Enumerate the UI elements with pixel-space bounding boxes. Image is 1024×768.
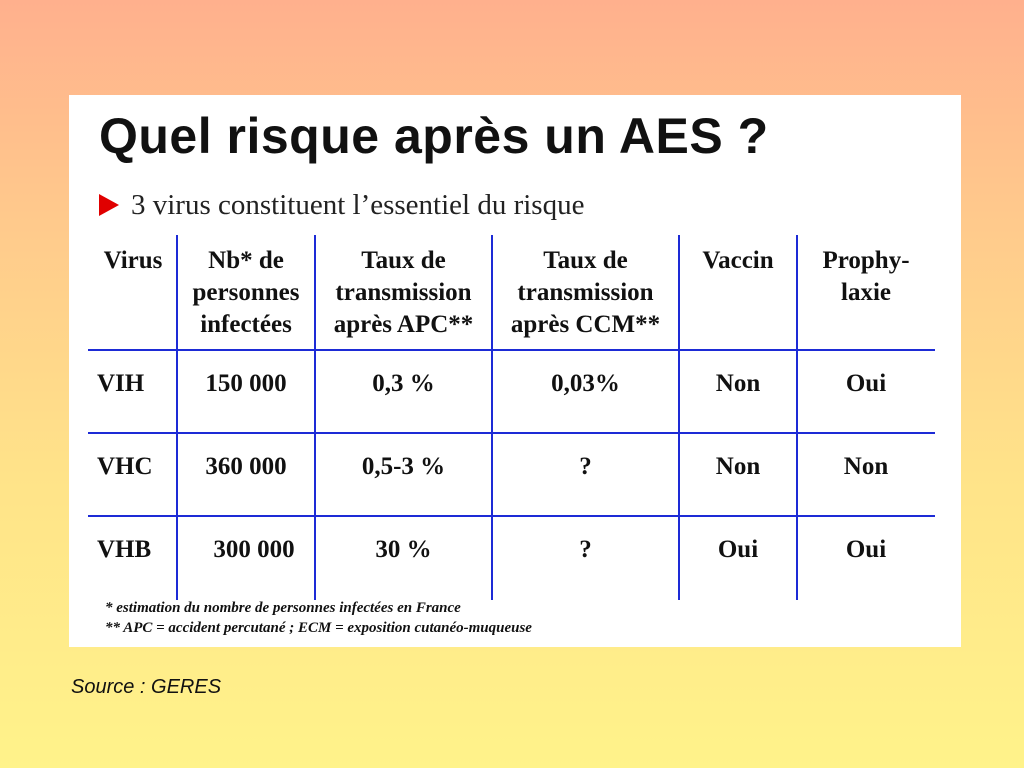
table-cell-apc: 30 % <box>375 536 432 563</box>
header-line: personnes <box>192 279 300 306</box>
table-cell-virus: VHB <box>97 536 152 563</box>
source-caption: Source : GERES <box>71 676 222 698</box>
header-line: après CCM** <box>510 311 661 338</box>
header-line: Nb* de <box>208 247 284 274</box>
table-cell-apc: 0,3 % <box>372 370 435 397</box>
table-cell-ccm: 0,03% <box>551 370 620 397</box>
table-cell-vaccine: Non <box>715 453 761 480</box>
subtitle-text: 3 virus constituent l’essentiel du risque <box>131 189 585 221</box>
slide-subtitle <box>99 189 584 222</box>
header-line: infectées <box>200 311 292 338</box>
header-prophylaxis <box>798 245 934 309</box>
header-line: Virus <box>103 247 163 274</box>
table-cell-prophylaxis: Oui <box>845 370 887 397</box>
header-virus <box>91 245 175 277</box>
header-line: après APC** <box>333 311 474 338</box>
table-cell-count: 360 000 <box>205 453 287 480</box>
row-divider <box>88 432 935 434</box>
header-line: transmission <box>517 279 654 306</box>
row-divider <box>88 515 935 517</box>
header-ccm-rate <box>493 245 678 341</box>
footnote-abbreviations: ** APC = accident percutané ; ECM = exposition cutanéo-muqueuse <box>105 620 532 636</box>
table-cell-vaccine: Oui <box>717 536 759 563</box>
table-cell-apc: 0,5-3 % <box>361 453 446 480</box>
header-line: transmission <box>335 279 472 306</box>
header-line: Taux de <box>361 247 446 274</box>
slide-title: Quel risque après un AES ? <box>99 108 769 164</box>
triangle-bullet-icon <box>99 194 119 216</box>
row-divider <box>88 349 935 351</box>
header-line: laxie <box>841 279 891 306</box>
header-infected-count <box>178 245 314 341</box>
header-vaccine <box>680 245 796 277</box>
header-line: Vaccin <box>702 247 774 274</box>
table-cell-count: 300 000 <box>213 536 295 563</box>
table-cell-virus: VIH <box>97 370 145 397</box>
header-line: Taux de <box>543 247 628 274</box>
table-cell-count: 150 000 <box>205 370 287 397</box>
table-cell-prophylaxis: Non <box>843 453 889 480</box>
header-line: Prophy- <box>822 247 910 274</box>
table-cell-vaccine: Non <box>715 370 761 397</box>
footnote-estimation: * estimation du nombre de personnes infectées en France <box>105 600 461 616</box>
table-cell-prophylaxis: Oui <box>845 536 887 563</box>
table-cell-ccm: ? <box>579 536 592 563</box>
header-apc-rate <box>316 245 491 341</box>
table-cell-virus: VHC <box>97 453 153 480</box>
slide-panel <box>69 95 961 647</box>
table-cell-ccm: ? <box>579 453 592 480</box>
